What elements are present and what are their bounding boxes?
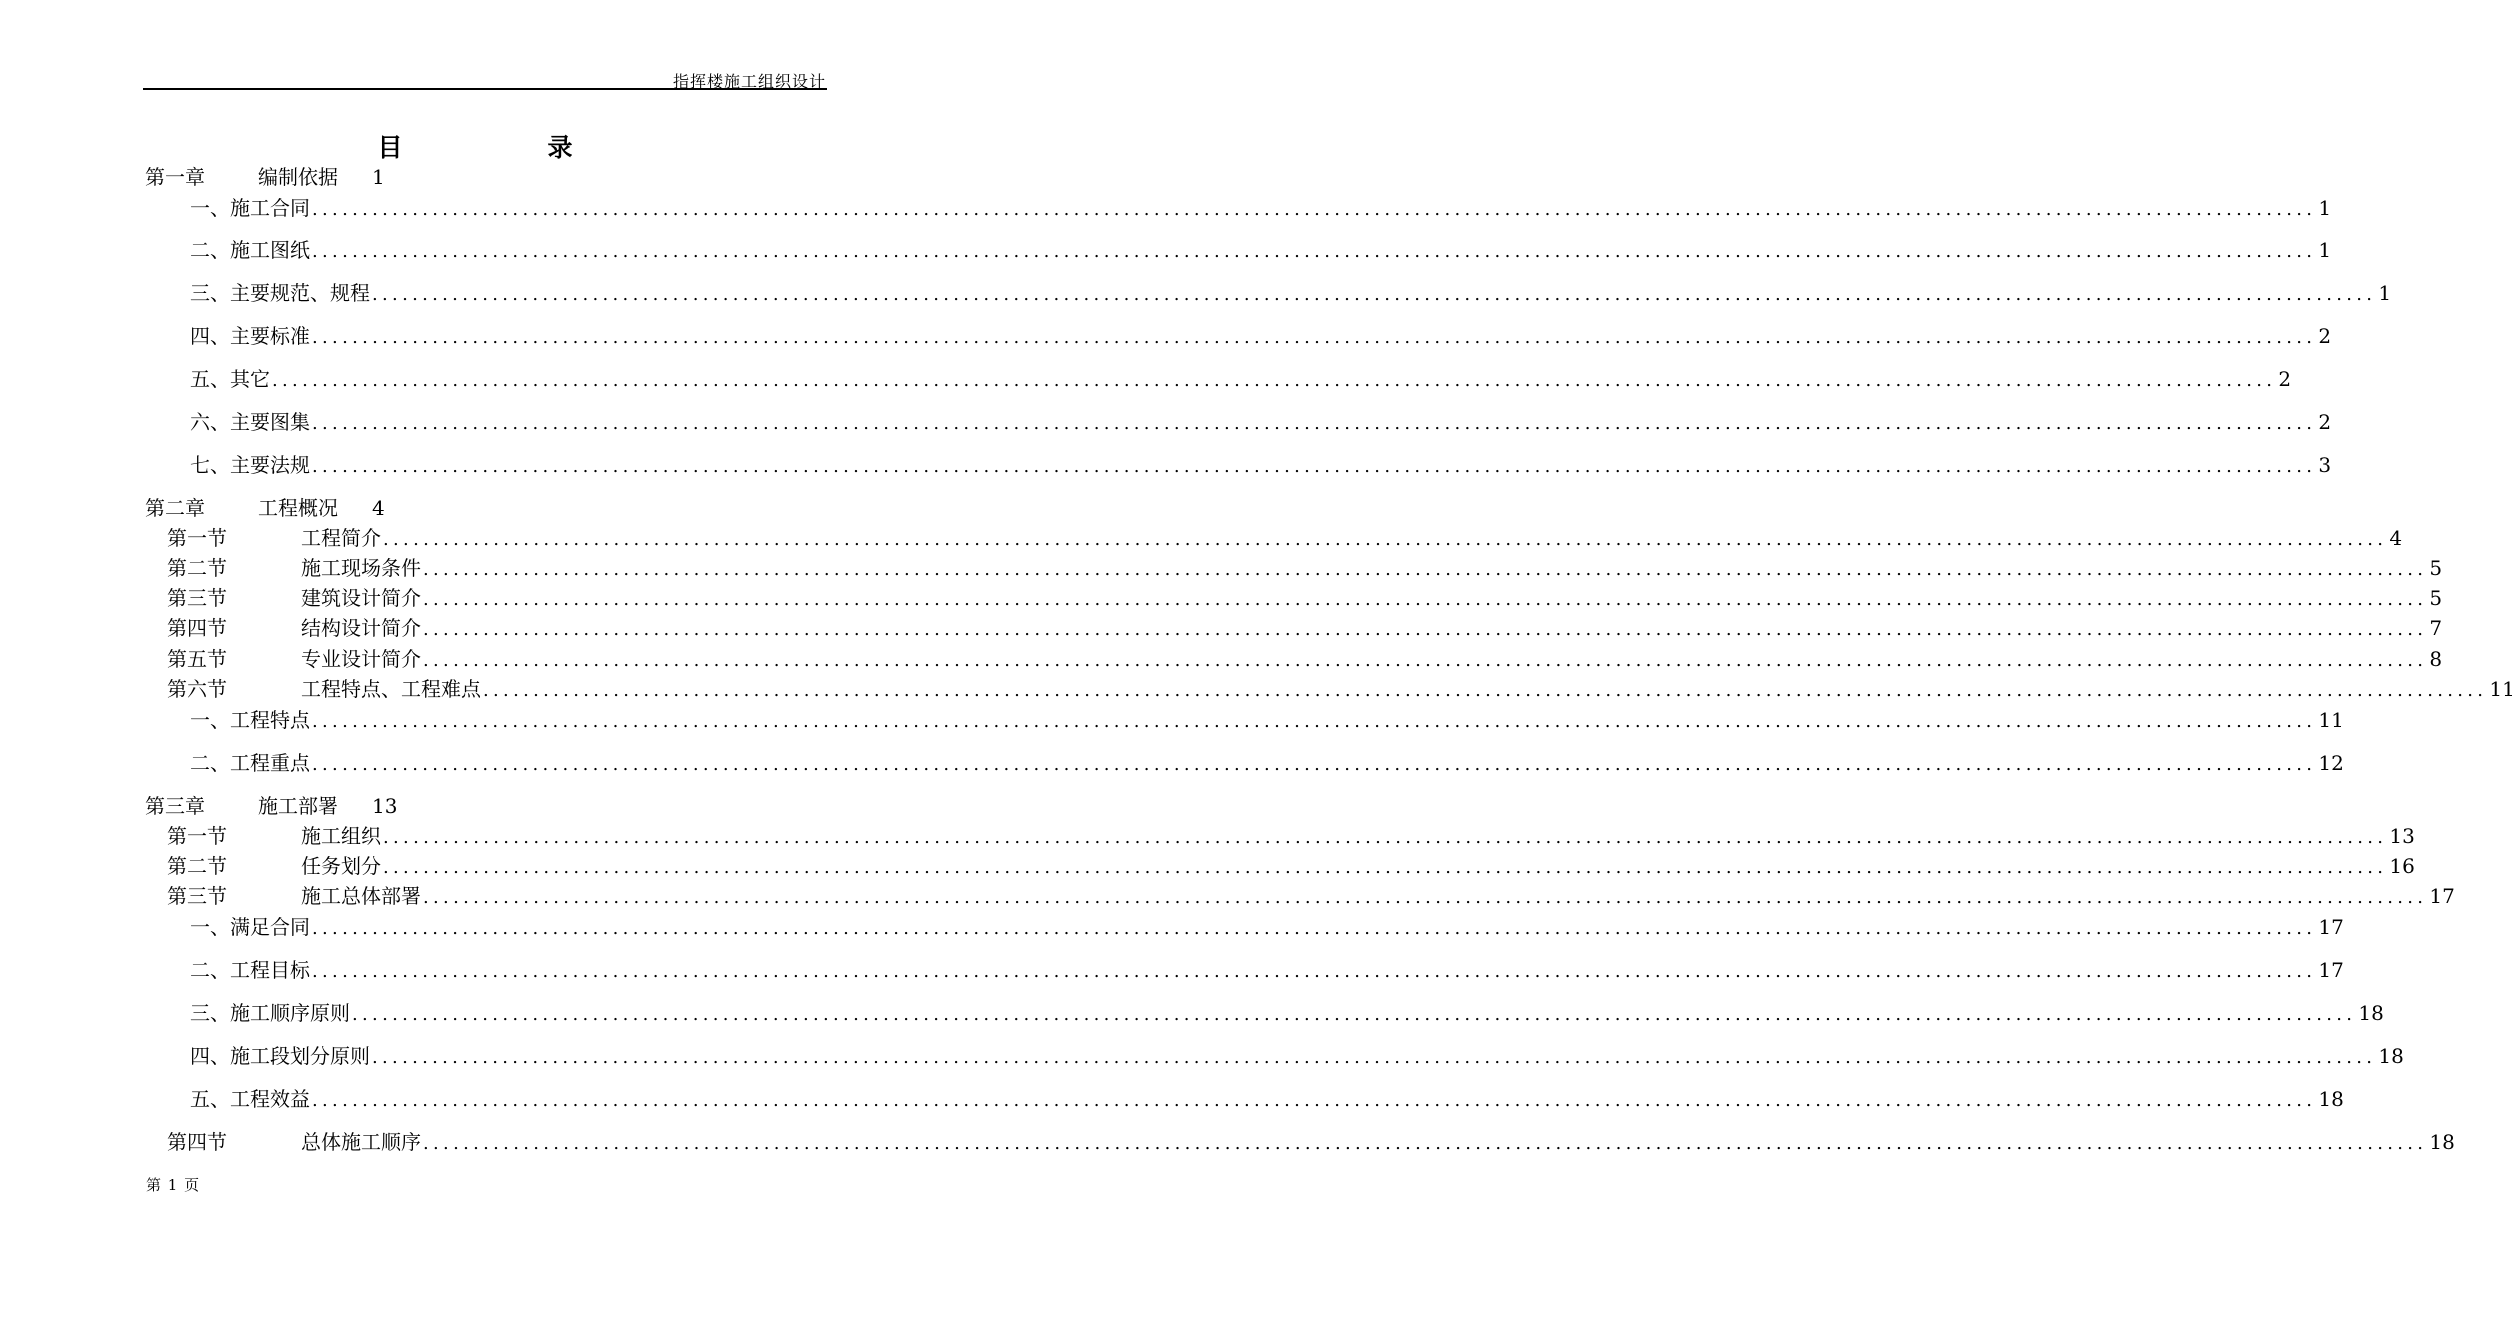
- section-number: 第三节: [167, 884, 227, 908]
- page-number-ref: 13: [2389, 824, 2415, 848]
- toc-item-row[interactable]: [0, 999, 2384, 1027]
- section-title: 建筑设计简介: [301, 586, 421, 610]
- item-title: 七、主要法规: [190, 453, 310, 477]
- toc-entry: [301, 645, 2443, 675]
- chapter-page-number: 13: [372, 794, 398, 818]
- section-number: 第四节: [167, 616, 227, 640]
- toc-entry: [301, 584, 2443, 614]
- chapter-title-text: 工程概况: [258, 496, 338, 520]
- section-number: 第四节: [167, 1130, 227, 1154]
- dot-leader: ........................................................................................................................................................................................................: [423, 887, 2428, 908]
- page-number-ref: 1: [2318, 238, 2332, 262]
- page-number-ref: 5: [2429, 586, 2443, 610]
- toc-section-row[interactable]: [0, 1128, 2455, 1156]
- toc-section-row[interactable]: [0, 645, 2443, 673]
- chapter-title: [258, 792, 397, 820]
- dot-leader: ........................................................................................................................................................................................................: [483, 680, 2488, 701]
- section-title: 专业设计简介: [301, 647, 421, 671]
- item-title: 四、施工段划分原则: [190, 1044, 370, 1068]
- dot-leader: ........................................................................................................................................................................................................: [383, 857, 2388, 878]
- dot-leader: ........................................................................................................................................................................................................: [383, 827, 2388, 848]
- toc-section-row[interactable]: [0, 554, 2443, 582]
- toc-item-row[interactable]: [0, 749, 2344, 777]
- toc-item-row[interactable]: [0, 236, 2332, 264]
- toc-entry: [190, 408, 2332, 438]
- dot-leader: ........................................................................................................................................................................................................: [312, 199, 2317, 220]
- toc-item-row[interactable]: [0, 1042, 2404, 1070]
- page-number-ref: 2: [2278, 367, 2292, 391]
- toc-item-row[interactable]: [0, 451, 2332, 479]
- toc-entry: [190, 322, 2332, 352]
- dot-leader: ........................................................................................................................................................................................................: [312, 241, 2317, 262]
- item-title: 二、工程重点: [190, 751, 310, 775]
- toc-item-row[interactable]: [0, 913, 2344, 941]
- dot-leader: ........................................................................................................................................................................................................: [312, 327, 2317, 348]
- toc-entry: [190, 451, 2332, 481]
- page-number-ref: 4: [2389, 526, 2403, 550]
- chapter-page-number: 1: [372, 165, 385, 189]
- toc-item-row[interactable]: [0, 365, 2292, 393]
- page-number-ref: 17: [2429, 884, 2455, 908]
- toc-entry: [190, 1085, 2344, 1115]
- toc-entry: [190, 913, 2344, 943]
- page-number-ref: 3: [2318, 453, 2332, 477]
- item-title: 五、工程效益: [190, 1087, 310, 1111]
- dot-leader: ........................................................................................................................................................................................................: [312, 754, 2317, 775]
- toc-section-row[interactable]: [0, 584, 2443, 612]
- dot-leader: ........................................................................................................................................................................................................: [272, 370, 2277, 391]
- toc-entry: [190, 365, 2292, 395]
- toc-item-row[interactable]: [0, 322, 2332, 350]
- chapter-page-number: 4: [372, 496, 385, 520]
- toc-chapter-row[interactable]: [0, 792, 950, 820]
- running-header-title: 指挥楼施工组织设计: [672, 72, 826, 91]
- page-number-ref: 8: [2429, 647, 2443, 671]
- dot-leader: ........................................................................................................................................................................................................: [423, 589, 2428, 610]
- toc-entry: [190, 706, 2344, 736]
- chapter-number: 第一章: [145, 165, 205, 189]
- toc-item-row[interactable]: [0, 706, 2344, 734]
- chapter-number: 第二章: [145, 496, 205, 520]
- toc-section-row[interactable]: [0, 524, 2403, 552]
- section-number: 第五节: [167, 647, 227, 671]
- page-number-ref: 18: [2318, 1087, 2344, 1111]
- chapter-number: 第三章: [145, 794, 205, 818]
- toc-entry: [301, 882, 2455, 912]
- item-title: 六、主要图集: [190, 410, 310, 434]
- section-title: 施工组织: [301, 824, 381, 848]
- section-number: 第二节: [167, 854, 227, 878]
- toc-item-row[interactable]: [0, 408, 2332, 436]
- item-title: 二、施工图纸: [190, 238, 310, 262]
- chapter-title-text: 编制依据: [258, 165, 338, 189]
- toc-entry: [190, 1042, 2404, 1072]
- toc-item-row[interactable]: [0, 279, 2392, 307]
- section-number: 第一节: [167, 824, 227, 848]
- item-title: 一、工程特点: [190, 708, 310, 732]
- toc-chapter-row[interactable]: [0, 163, 950, 191]
- dot-leader: ........................................................................................................................................................................................................: [312, 918, 2317, 939]
- chapter-title-text: 施工部署: [258, 794, 338, 818]
- section-number: 第三节: [167, 586, 227, 610]
- dot-leader: ........................................................................................................................................................................................................: [423, 619, 2428, 640]
- chapter-title: [258, 163, 385, 191]
- page-number-ref: 2: [2318, 410, 2332, 434]
- toc-item-row[interactable]: [0, 194, 2332, 222]
- item-title: 一、施工合同: [190, 196, 310, 220]
- toc-entry: [301, 1128, 2455, 1158]
- toc-entry: [190, 999, 2384, 1029]
- section-title: 总体施工顺序: [301, 1130, 421, 1154]
- page-number-ref: 11: [2489, 677, 2515, 701]
- page-number-ref: 5: [2429, 556, 2443, 580]
- toc-section-row[interactable]: [0, 822, 2415, 850]
- dot-leader: ........................................................................................................................................................................................................: [383, 529, 2388, 550]
- page-number-ref: 1: [2378, 281, 2392, 305]
- dot-leader: ........................................................................................................................................................................................................: [312, 456, 2317, 477]
- section-title: 施工现场条件: [301, 556, 421, 580]
- item-title: 二、工程目标: [190, 958, 310, 982]
- section-title: 工程特点、工程难点: [301, 677, 481, 701]
- section-title: 任务划分: [301, 854, 381, 878]
- dot-leader: ........................................................................................................................................................................................................: [423, 559, 2428, 580]
- toc-entry: [301, 675, 2515, 705]
- toc-entry: [190, 956, 2344, 986]
- toc-item-row[interactable]: [0, 956, 2344, 984]
- toc-item-row[interactable]: [0, 1085, 2344, 1113]
- section-number: 第二节: [167, 556, 227, 580]
- dot-leader: ........................................................................................................................................................................................................: [423, 650, 2428, 671]
- page-number-ref: 18: [2358, 1001, 2384, 1025]
- page-number-ref: 11: [2318, 708, 2344, 732]
- dot-leader: ........................................................................................................................................................................................................: [372, 284, 2377, 305]
- toc-entry: [190, 749, 2344, 779]
- item-title: 三、施工顺序原则: [190, 1001, 350, 1025]
- toc-section-row[interactable]: [0, 675, 2515, 703]
- item-title: 三、主要规范、规程: [190, 281, 370, 305]
- page-number-ref: 18: [2429, 1130, 2455, 1154]
- section-title: 施工总体部署: [301, 884, 421, 908]
- toc-entry: [301, 822, 2415, 852]
- toc-entry: [190, 279, 2392, 309]
- page-number-ref: 17: [2318, 958, 2344, 982]
- toc-entry: [190, 194, 2332, 224]
- toc-entry: [301, 554, 2443, 584]
- toc-entry: [301, 852, 2415, 882]
- dot-leader: ........................................................................................................................................................................................................: [312, 1090, 2317, 1111]
- section-number: 第一节: [167, 526, 227, 550]
- page-number: 第 1 页: [146, 1176, 201, 1194]
- item-title: 一、满足合同: [190, 915, 310, 939]
- dot-leader: ........................................................................................................................................................................................................: [372, 1047, 2377, 1068]
- toc-entry: [301, 524, 2403, 554]
- toc-entry: [190, 236, 2332, 266]
- toc-section-row[interactable]: [0, 852, 2415, 880]
- page-number-ref: 12: [2318, 751, 2344, 775]
- section-title: 结构设计简介: [301, 616, 421, 640]
- dot-leader: ........................................................................................................................................................................................................: [312, 711, 2317, 732]
- page-number-ref: 16: [2389, 854, 2415, 878]
- page-number-ref: 1: [2318, 196, 2332, 220]
- toc-section-row[interactable]: [0, 882, 2455, 910]
- dot-leader: ........................................................................................................................................................................................................: [312, 413, 2317, 434]
- toc-chapter-row[interactable]: [0, 494, 950, 522]
- dot-leader: ........................................................................................................................................................................................................: [312, 961, 2317, 982]
- section-title: 工程简介: [301, 526, 381, 550]
- toc-section-row[interactable]: [0, 614, 2443, 642]
- toc-title: 目 录: [377, 133, 633, 162]
- dot-leader: ........................................................................................................................................................................................................: [352, 1004, 2357, 1025]
- page-number-ref: 2: [2318, 324, 2332, 348]
- page-number-ref: 18: [2378, 1044, 2404, 1068]
- chapter-title: [258, 494, 385, 522]
- page-number-ref: 17: [2318, 915, 2344, 939]
- dot-leader: ........................................................................................................................................................................................................: [423, 1133, 2428, 1154]
- page-number-ref: 7: [2429, 616, 2443, 640]
- toc-entry: [301, 614, 2443, 644]
- item-title: 四、主要标准: [190, 324, 310, 348]
- item-title: 五、其它: [190, 367, 270, 391]
- section-number: 第六节: [167, 677, 227, 701]
